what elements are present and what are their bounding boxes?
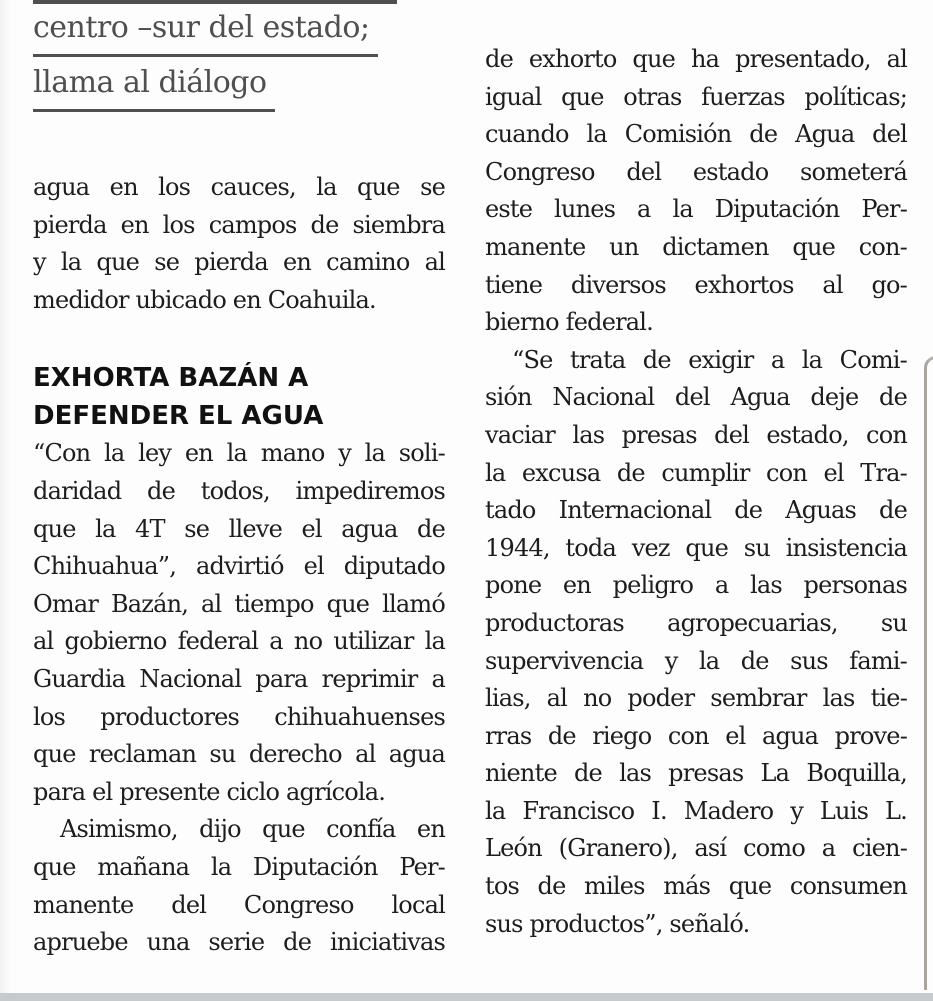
text-line: tos de miles más que consumen xyxy=(485,872,907,901)
text-line: tado Internacional de Aguas de xyxy=(485,496,907,525)
paragraph xyxy=(33,811,445,961)
text-line: tiene diversos exhortos al go- xyxy=(485,270,907,299)
text-line: León (Granero), así como a cien- xyxy=(485,834,907,863)
text-line: que la 4T se lleve el agua de xyxy=(33,514,445,543)
section-subhead xyxy=(33,359,445,435)
text-line: de exhorto que ha presentado, al xyxy=(485,45,907,73)
text-line: que mañana la Diputación Per- xyxy=(33,852,445,881)
text-line: bierno federal. xyxy=(485,308,653,337)
text-line: productoras agropecuarias, su xyxy=(485,608,907,637)
headline-line-1: centro –sur del estado; xyxy=(33,5,378,57)
text-line: apruebe una serie de iniciativas xyxy=(33,928,445,957)
text-line: vaciar las presas del estado, con xyxy=(485,420,907,449)
headline-continuation xyxy=(33,0,445,112)
paragraph xyxy=(485,41,907,342)
bottom-divider-band xyxy=(0,993,933,1001)
text-line: para el presente ciclo agrícola. xyxy=(33,777,386,806)
text-line: pierda en los campos de siembra xyxy=(33,210,445,239)
text-line: “Con la ley en la mano y la soli- xyxy=(33,439,445,468)
text-line: daridad de todos, impediremos xyxy=(33,476,445,505)
subhead-line: DEFENDER EL AGUA xyxy=(33,401,324,432)
text-line: pone en peligro a las personas xyxy=(485,571,907,600)
text-line: Congreso del estado someterá xyxy=(485,157,907,186)
paragraph xyxy=(33,169,445,319)
text-line: Guardia Nacional para reprimir a xyxy=(33,664,445,693)
text-line: supervivencia y la de sus fami- xyxy=(485,646,907,675)
paragraph xyxy=(485,342,907,944)
scan-edge-strip xyxy=(0,0,11,1001)
text-line: lias, al no poder sembrar las tie- xyxy=(485,684,907,713)
column-left-body xyxy=(33,169,445,962)
text-line: 1944, toda vez que su insistencia xyxy=(485,533,907,562)
text-line: sus productos”, señaló. xyxy=(485,909,750,938)
text-line: manente un dictamen que con- xyxy=(485,232,907,261)
adjacent-box-border xyxy=(924,356,933,990)
text-line: la excusa de cumplir con el Tra- xyxy=(485,458,907,487)
column-right-body xyxy=(485,41,907,943)
text-line: agua en los cauces, la que se xyxy=(33,173,445,201)
paragraph xyxy=(33,435,445,811)
article-columns xyxy=(33,0,907,962)
text-line: medidor ubicado en Coahuila. xyxy=(33,285,376,314)
headline-line-2: llama al diálogo xyxy=(33,60,275,112)
column-left xyxy=(33,0,445,962)
text-line: al gobierno federal a no utilizar la xyxy=(33,627,445,656)
text-line: manente del Congreso local xyxy=(33,890,445,919)
text-line: y la que se pierda en camino al xyxy=(33,248,445,277)
text-line: rras de riego con el agua prove- xyxy=(485,721,907,750)
text-line: los productores chihuahuenses xyxy=(33,702,445,731)
text-line: este lunes a la Diputación Per- xyxy=(485,195,907,224)
text-line: Asimismo, dijo que confía en xyxy=(60,815,445,844)
text-line: Chihuahua”, advirtió el diputado xyxy=(33,552,445,581)
text-line: niente de las presas La Boquilla, xyxy=(485,759,907,788)
text-line: Omar Bazán, al tiempo que llamó xyxy=(33,589,445,618)
column-right xyxy=(485,0,907,962)
subhead-line: EXHORTA BAZÁN A xyxy=(33,363,309,394)
text-line: sión Nacional del Agua deje de xyxy=(485,383,907,412)
text-line: “Se trata de exigir a la Comi- xyxy=(512,345,907,374)
text-line: que reclaman su derecho al agua xyxy=(33,740,445,769)
text-line: igual que otras fuerzas políticas; xyxy=(485,82,907,111)
text-line: cuando la Comisión de Agua del xyxy=(485,120,907,149)
text-line: la Francisco I. Madero y Luis L. xyxy=(485,796,907,825)
